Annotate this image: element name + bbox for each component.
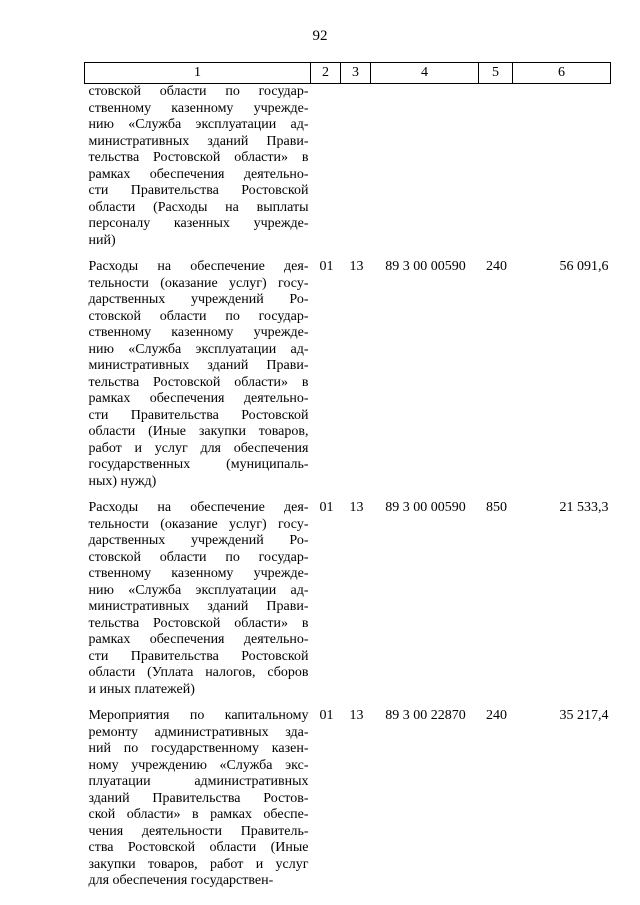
expense-type-code — [479, 84, 513, 250]
description-line: министративных зданий Прави- — [88, 599, 309, 614]
target-article-code: 89 3 00 00590 — [385, 259, 466, 274]
page-number: 92 — [312, 28, 328, 44]
target-article-code — [371, 84, 479, 250]
description-line: Мероприятия по капитальному — [88, 708, 309, 723]
spacer-cell — [311, 698, 341, 708]
expense-type-code: 240 — [486, 259, 507, 274]
row-description — [85, 708, 311, 890]
description-line: тельства Ростовской области» в — [88, 150, 309, 165]
row-spacer — [85, 490, 611, 500]
description-line: закупки товаров, работ и услуг — [88, 856, 309, 872]
description-line: дарственных учреждений Ро- — [88, 533, 309, 548]
spacer-cell — [85, 490, 311, 500]
amount: 35 217,4 — [559, 708, 609, 723]
target-article-code: 89 3 00 00590 — [385, 500, 466, 515]
description-line: персоналу казенных учрежде- — [88, 216, 309, 231]
description-line: нию «Служба эксплуатации ад- — [88, 341, 309, 357]
spacer-cell — [311, 249, 341, 259]
header-row — [85, 63, 611, 84]
description-line: государственных (муниципаль- — [88, 457, 309, 472]
amount: 21 533,3 — [559, 500, 609, 515]
description-line: Расходы на обеспечение дея- — [88, 500, 309, 515]
description-line: ственному казенному учрежде- — [88, 325, 309, 340]
description-line: ному учреждению «Служба экс- — [88, 757, 309, 773]
description-line: области (Уплата налогов, сборов — [88, 665, 309, 680]
spacer-cell — [513, 249, 611, 259]
spacer-cell — [513, 490, 611, 500]
spacer-cell — [85, 698, 311, 708]
spacer-cell — [341, 698, 371, 708]
description-line: области (Иные закупки товаров, — [88, 424, 309, 439]
description-line: Расходы на обеспечение дея- — [88, 259, 309, 274]
header-col-2: 2 — [311, 63, 341, 84]
description-line: тельства Ростовской области» в — [88, 374, 309, 390]
row-spacer — [85, 249, 611, 259]
header-col-1: 1 — [85, 63, 311, 84]
description-line: тельности (оказание услуг) госу- — [88, 516, 309, 532]
description-line: министративных зданий Прави- — [88, 358, 309, 373]
description-line: рамках обеспечения деятельно- — [88, 391, 309, 406]
spacer-cell — [479, 249, 513, 259]
spacer-cell — [371, 249, 479, 259]
description-line: плуатации административных — [88, 774, 309, 789]
description-line: стовской области по государ- — [88, 84, 309, 99]
table-body — [85, 84, 611, 890]
description-line: для обеспечения государствен- — [88, 873, 274, 888]
row-spacer — [85, 698, 611, 708]
description-line: нию «Служба эксплуатации ад- — [88, 582, 309, 598]
description-line: сти Правительства Ростовской — [88, 407, 309, 423]
description-line: сти Правительства Ростовской — [88, 648, 309, 664]
description-line: дарственных учреждений Ро- — [88, 292, 309, 307]
description-line: работ и услуг для обеспечения — [88, 440, 309, 456]
description-line: министративных зданий Прави- — [88, 133, 309, 149]
table-row — [85, 708, 611, 890]
spacer-cell — [371, 698, 479, 708]
description-line: ства Ростовской области (Иные — [88, 840, 309, 855]
expense-type-code: 240 — [486, 708, 507, 723]
row-description — [85, 500, 311, 698]
spacer-cell — [479, 698, 513, 708]
row-description — [85, 259, 311, 490]
expense-type-code: 850 — [486, 500, 507, 515]
spacer-cell — [311, 490, 341, 500]
spacer-cell — [371, 490, 479, 500]
spacer-cell — [341, 249, 371, 259]
table-row — [85, 500, 611, 698]
spacer-cell — [479, 490, 513, 500]
description-line: ремонту административных зда- — [88, 724, 309, 740]
description-line: стовской области по государ- — [88, 308, 309, 324]
description-line: рамках обеспечения деятельно- — [88, 166, 309, 182]
description-line: зданий Правительства Ростов- — [88, 790, 309, 806]
description-line: области (Расходы на выплаты — [88, 199, 309, 215]
description-line: ственному казенному учрежде- — [88, 100, 309, 116]
description-line: стовской области по государ- — [88, 549, 309, 565]
description-line: ний) — [88, 232, 116, 248]
subsection-code: 13 — [349, 259, 364, 274]
amount: 56 091,6 — [559, 259, 609, 274]
subsection-code: 13 — [349, 708, 364, 723]
description-line: и иных платежей) — [88, 681, 195, 697]
table-row — [85, 84, 611, 250]
target-article-code: 89 3 00 22870 — [385, 708, 466, 723]
subsection-code — [341, 84, 371, 250]
description-line: тельности (оказание услуг) госу- — [88, 275, 309, 291]
description-line: ний по государственному казен- — [88, 741, 309, 756]
description-line: ской области» в рамках обеспе- — [88, 807, 309, 822]
row-description — [85, 84, 311, 250]
spacer-cell — [513, 698, 611, 708]
header-col-3: 3 — [341, 63, 371, 84]
spacer-cell — [85, 249, 311, 259]
header-col-5: 5 — [479, 63, 513, 84]
description-line: чения деятельности Правитель- — [88, 823, 309, 839]
table-row — [85, 259, 611, 490]
subsection-code: 13 — [349, 500, 364, 515]
budget-table — [84, 62, 611, 890]
section-code: 01 — [319, 708, 334, 723]
description-line: тельства Ростовской области» в — [88, 615, 309, 631]
spacer-cell — [341, 490, 371, 500]
description-line: нию «Служба эксплуатации ад- — [88, 117, 309, 132]
header-col-4: 4 — [371, 63, 479, 84]
description-line: ных) нужд) — [88, 473, 157, 489]
description-line: сти Правительства Ростовской — [88, 183, 309, 198]
description-line: рамках обеспечения деятельно- — [88, 632, 309, 647]
section-code: 01 — [319, 259, 334, 274]
section-code: 01 — [319, 500, 334, 515]
header-col-6: 6 — [513, 63, 611, 84]
amount — [513, 84, 611, 250]
description-line: ственному казенному учрежде- — [88, 566, 309, 581]
section-code — [311, 84, 341, 250]
